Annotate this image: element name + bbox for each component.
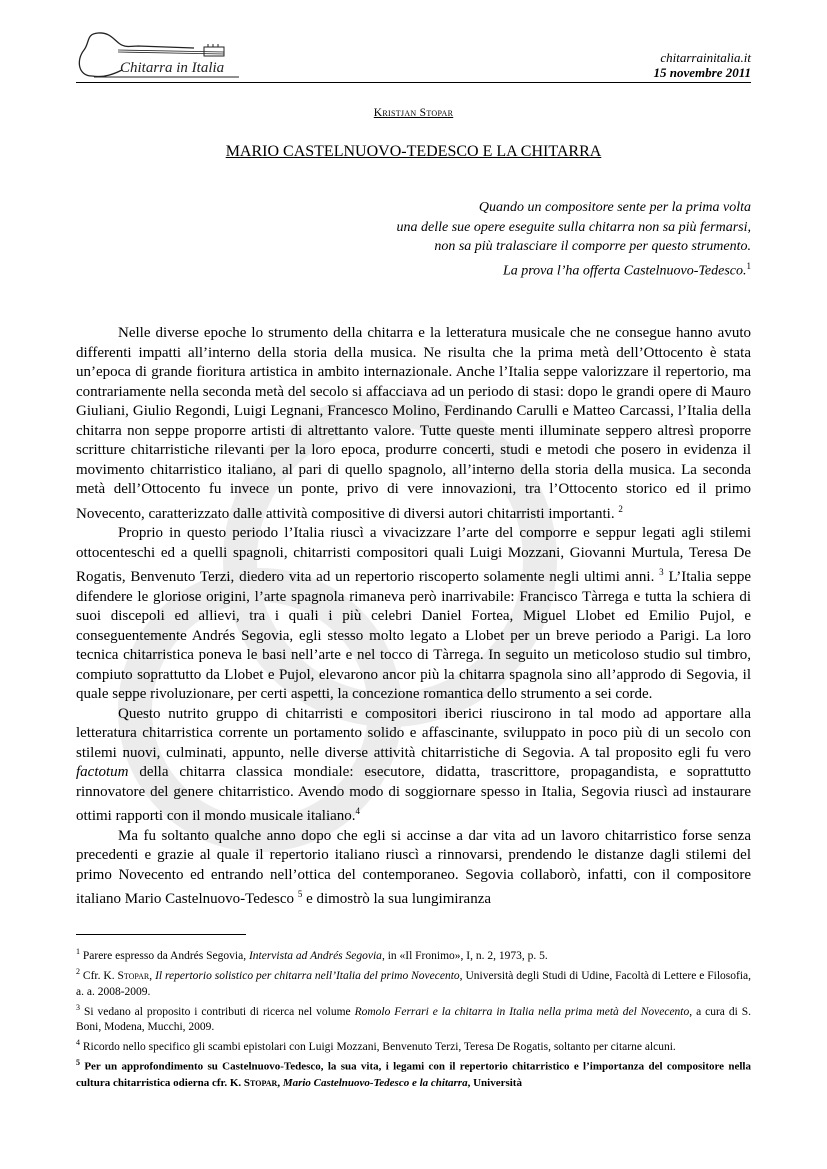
paragraph: Questo nutrito gruppo di chitarristi e compositori iberici riuscirono in tal modo ad apportare alla letteratura chitarristica corrente un portamento solido e affascinante, sviluppato in poco più di un secolo con stilemi nuovi, culminati, appunto, nelle diverse attività chitarristiche di Segovia. A tal proposito egli fu vero factotum della chitarra classica mondiale: esecutore, didatta, trascrittore, propagandista, e soprattutto rinnovatore del genere chitarristico. Avendo modo di soggiornare spesso in Italia, Segovia riuscì ad instaurare ottimi rapporti con il mondo musicale italiano.$^4$ (76, 705, 751, 824)
header-meta (654, 50, 752, 80)
epigraph-line: La prova l’ha offerta Castelnuovo-Tedesco.$^1$ (502, 260, 751, 279)
article-body (76, 324, 751, 910)
footnote: $^3$ Si vedano al proposito i contributi di ricerca nel volume Romolo Ferrari e la chitarra in Italia nella prima metà del Novecento, a cura di S. Boni, Modena, Mucchi, 2009. (76, 1002, 752, 1034)
footnote: $^5$ Per un approfondimento su Castelnuovo-Tedesco, la sua vita, i legami con il repertorio chitarristico e l’importanza del compositore nella cultura chitarristica odierna cfr. K. Stopar, Mario Castelnuovo-Tedesco e la chitarra, Università (76, 1058, 751, 1089)
paragraph: Nelle diverse epoche lo strumento della chitarra e la letteratura musicale che ne consegue hanno avuto differenti impatti all’interno della storia della musica. Ne risulta che la prima metà dell’Ottocento è stata un’epoca di grande fioritura artistica in ambito internazionale. Anche l’Italia seppe valorizzare il repertorio, ma contrariamente nella seconda metà del secolo si affacciava ad un periodo di stasi: dopo le grandi opere di Mauro Giuliani, Giulio Regondi, Luigi Legnani, Francesco Molino, Ferdinando Carulli e Matteo Carcassi, l’Italia della chitarra non seppe proporre artisti di altrettanto valore. Tutte queste menti illuminate seppero altresì proporre scritture chitarristiche rilevanti per la loro epoca, produrre concerti, studi e metodi che posero in evidenza il movimento chitarristico italiano, al pari di quello spagnolo, all’interno della storia della musica. La seconda metà dell’Ottocento fu invece un ponte, privo di vere innovazioni, tra l’Ottocento storico ed il primo Novecento, caratterizzato dalle attività compositive di diversi autori chitarristi importanti. $^2$ (76, 325, 751, 522)
article-title: MARIO CASTELNUOVO-TEDESCO E LA CHITARRA (225, 143, 602, 160)
footnote-ref[interactable]: 1 (746, 260, 751, 271)
epigraph-line: una delle sue opere eseguite sulla chitarra non sa più fermarsi, (396, 219, 751, 235)
footnote-rule (76, 934, 246, 935)
footnote: $^2$ Cfr. K. Stopar, Il repertorio solistico per chitarra nell’Italia del primo Novecento, Università degli Studi di Udine, Facoltà di Lettere e Filosofia, a. a. 2008-2009. (76, 966, 752, 998)
epigraph (331, 198, 751, 281)
footnote-ref[interactable]: 3 (659, 567, 664, 577)
author-name: Kristjan Stopar (373, 107, 454, 119)
logo-text: Chitarra in Italia (120, 60, 225, 76)
footnote: $^1$ Parere espresso da Andrés Segovia, Intervista ad Andrés Segovia, in «Il Fronimo», I, n. 2, 1973, p. 5. (76, 947, 548, 962)
paragraph: Ma fu soltanto qualche anno dopo che egli si accinse a dar vita ad un lavoro chitarristico forse senza precedenti e grazie al quale il repertorio italiano riuscì a rinnovarsi, prendendo le distanze dagli stilemi del primo Novecento ed entrando nell’ottica del contemporaneo. Segovia collaborò, infatti, con il compositore italiano Mario Castelnuovo-Tedesco $^5$ e dimostrò la sua lungimiranza (76, 827, 751, 907)
site-link[interactable]: chitarrainitalia.it (660, 50, 751, 65)
paragraph: Proprio in questo periodo l’Italia riuscì a vivacizzare l’arte del comporre e seppur legati agli stilemi ottocenteschi ed a quelli spagnoli, chitarristi compositori quali Luigi Mozzani, Giovanni Murtula, Teresa De Rogatis, Benvenuto Terzi, diedero vita ad un repertorio riscoperto solamente negli ultimi anni. $^3$ L’Italia seppe difendere le gloriose origini, l’arte spagnola rimaneva però inarrivabile: Francisco Tàrrega e tutta la schiera di suoi discepoli ed allievi, tra i quali i più celebri Daniel Fortea, Miguel Llobet ed Emilio Pujol, e conseguentemente Andrés Segovia, egli stesso molto legato a Llobet per un breve periodo a Parigi. La loro tecnica chitarristica poneva le basi nell’arte e nel tocco di Tàrrega. In seguito un meticoloso studio sul timbro, compiuto soprattutto da Llobet e Pujol, elevarono ancor più la chitarra spagnola sino all’approdo di Segovia, il quale seppe rivoluzionare, per certi aspetti, la concezione romantica dello strumento a sei corde. (76, 525, 752, 702)
footnote-ref[interactable]: 2 (618, 503, 623, 514)
epigraph-line: Quando un compositore sente per la prima volta (478, 200, 751, 215)
footnote-ref[interactable]: 4 (355, 806, 361, 816)
footnote: $^4$ Ricordo nello specifico gli scambi epistolari con Luigi Mozzani, Benvenuto Terzi, Teresa De Rogatis, soltanto per citarne alcuni. (76, 1038, 676, 1054)
header-date: 15 novembre 2011 (653, 65, 751, 80)
footnote-ref[interactable]: 5 (297, 889, 303, 899)
header-rule (76, 82, 751, 83)
footnotes (76, 944, 751, 1091)
epigraph-line: non sa più tralasciare il comporre per questo strumento. (434, 239, 751, 254)
